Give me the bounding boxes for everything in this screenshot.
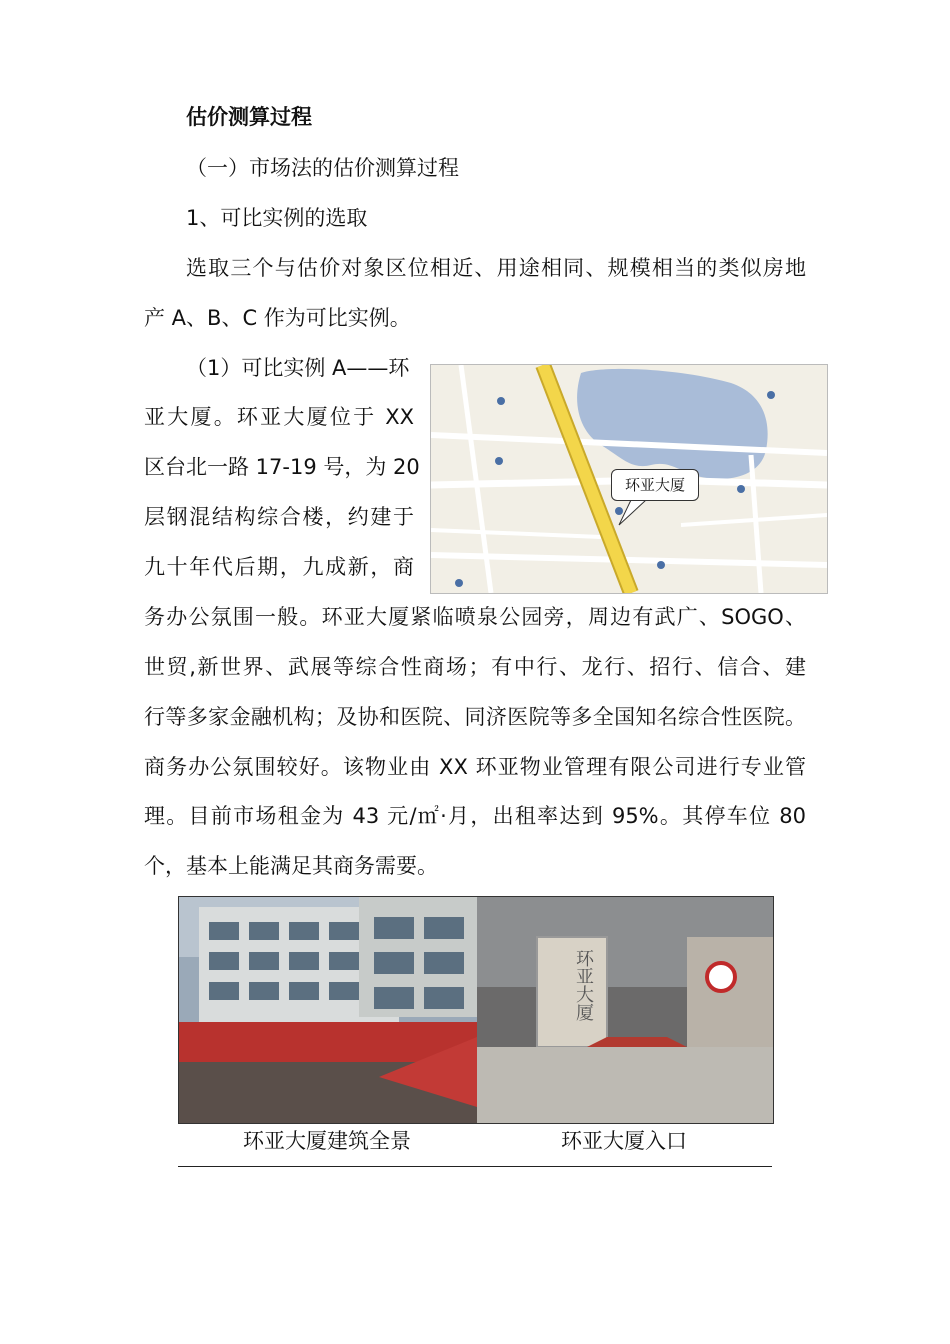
- building-photo: [179, 897, 477, 1123]
- map-callout-label: 环亚大厦: [611, 469, 699, 501]
- photo-strip: [178, 896, 774, 1124]
- example-a-line-3: 区台北一路 17-19 号，为 20: [144, 455, 420, 479]
- intro-line-2: 产 A、B、C 作为可比实例。: [144, 306, 411, 330]
- section-title: 估价测算过程: [186, 105, 312, 129]
- footer-rule: [178, 1166, 772, 1167]
- example-a-line-9: 商务办公氛围较好。该物业由 XX 环亚物业管理有限公司进行专业管: [144, 755, 806, 779]
- example-a-line-4: 层钢混结构综合楼，约建于: [144, 505, 414, 529]
- entrance-sign-text: 环亚大厦: [573, 949, 594, 1021]
- example-a-line-5: 九十年代后期，九成新，商: [144, 555, 414, 579]
- left-photo-caption: 环亚大厦建筑全景: [243, 1129, 411, 1153]
- entrance-photo: [477, 897, 773, 1123]
- example-a-line-10: 理。目前市场租金为 43 元/㎡·月，出租率达到 95%。其停车位 80: [144, 804, 806, 828]
- example-a-line-6: 务办公氛围一般。环亚大厦紧临喷泉公园旁，周边有武广、SOGO、: [144, 605, 806, 629]
- location-map: [430, 364, 828, 594]
- intro-line-1: 选取三个与估价对象区位相近、用途相同、规模相当的类似房地: [186, 256, 806, 280]
- example-a-line-8: 行等多家金融机构；及协和医院、同济医院等多全国知名综合性医院。: [144, 705, 806, 729]
- example-a-line-1: （1）可比实例 A——环: [186, 356, 410, 380]
- right-photo-caption: 环亚大厦入口: [561, 1129, 687, 1153]
- example-a-line-2: 亚大厦。环亚大厦位于 XX: [144, 405, 414, 429]
- subsection-title: （一）市场法的估价测算过程: [186, 156, 459, 180]
- example-a-line-11: 个，基本上能满足其商务需要。: [144, 854, 438, 878]
- example-a-line-7: 世贸,新世界、武展等综合性商场；有中行、龙行、招行、信合、建: [144, 655, 806, 679]
- item-title: 1、可比实例的选取: [186, 206, 368, 230]
